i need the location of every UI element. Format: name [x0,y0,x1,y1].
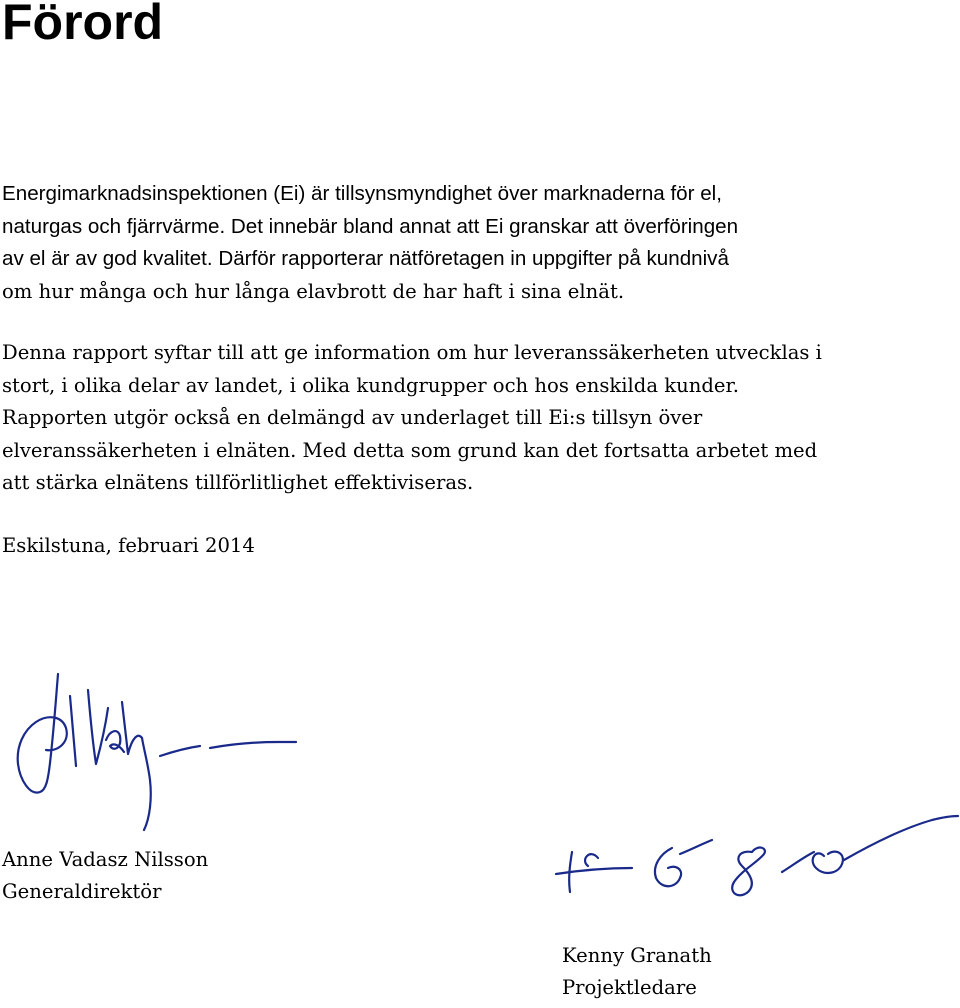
signatory-name: Kenny Granath [562,944,712,967]
signature-kenny-granath [552,808,960,908]
paragraph-purpose [2,337,960,500]
paragraph-line: Rapporten utgör också en delmängd av underlaget till Ei:s tillsyn över [2,406,703,429]
paragraph-line: stort, i olika delar av landet, i olika kundgrupper och hos enskilda kunder. [2,373,739,397]
paragraph-line: elveranssäkerheten i elnäten. Med detta som grund kan det fortsatta arbetet med [2,438,818,462]
paragraph-line: att stärka elnätens tillförlitlighet effektiviseras. [2,471,474,494]
paragraph-line: naturgas och fjärrvärme. Det innebär bland annat att Ei granskar att överföringen [2,214,739,238]
paragraph-line: Energimarknadsinspektionen (Ei) är tillsynsmyndighet över marknaderna för el, [2,182,722,205]
page-title: Förord [2,0,164,50]
paragraph-intro [2,178,960,308]
signatory-1 [2,844,208,908]
paragraph-line: Denna rapport syftar till att ge information om hur leveranssäkerheten utvecklas i [2,341,822,364]
signatory-title: Projektledare [562,976,697,999]
signature-anne-vadasz-nilsson [10,668,300,838]
signatory-2 [562,940,712,1004]
paragraph-line: om hur många och hur långa elavbrott de har haft i sina elnät. [2,279,625,303]
place-and-date: Eskilstuna, februari 2014 [2,534,255,557]
signatory-name: Anne Vadasz Nilsson [2,848,209,871]
paragraph-line: av el är av god kvalitet. Därför rapporterar nätföretagen in uppgifter på kundnivå [2,247,729,270]
signatory-title: Generaldirektör [2,880,162,903]
